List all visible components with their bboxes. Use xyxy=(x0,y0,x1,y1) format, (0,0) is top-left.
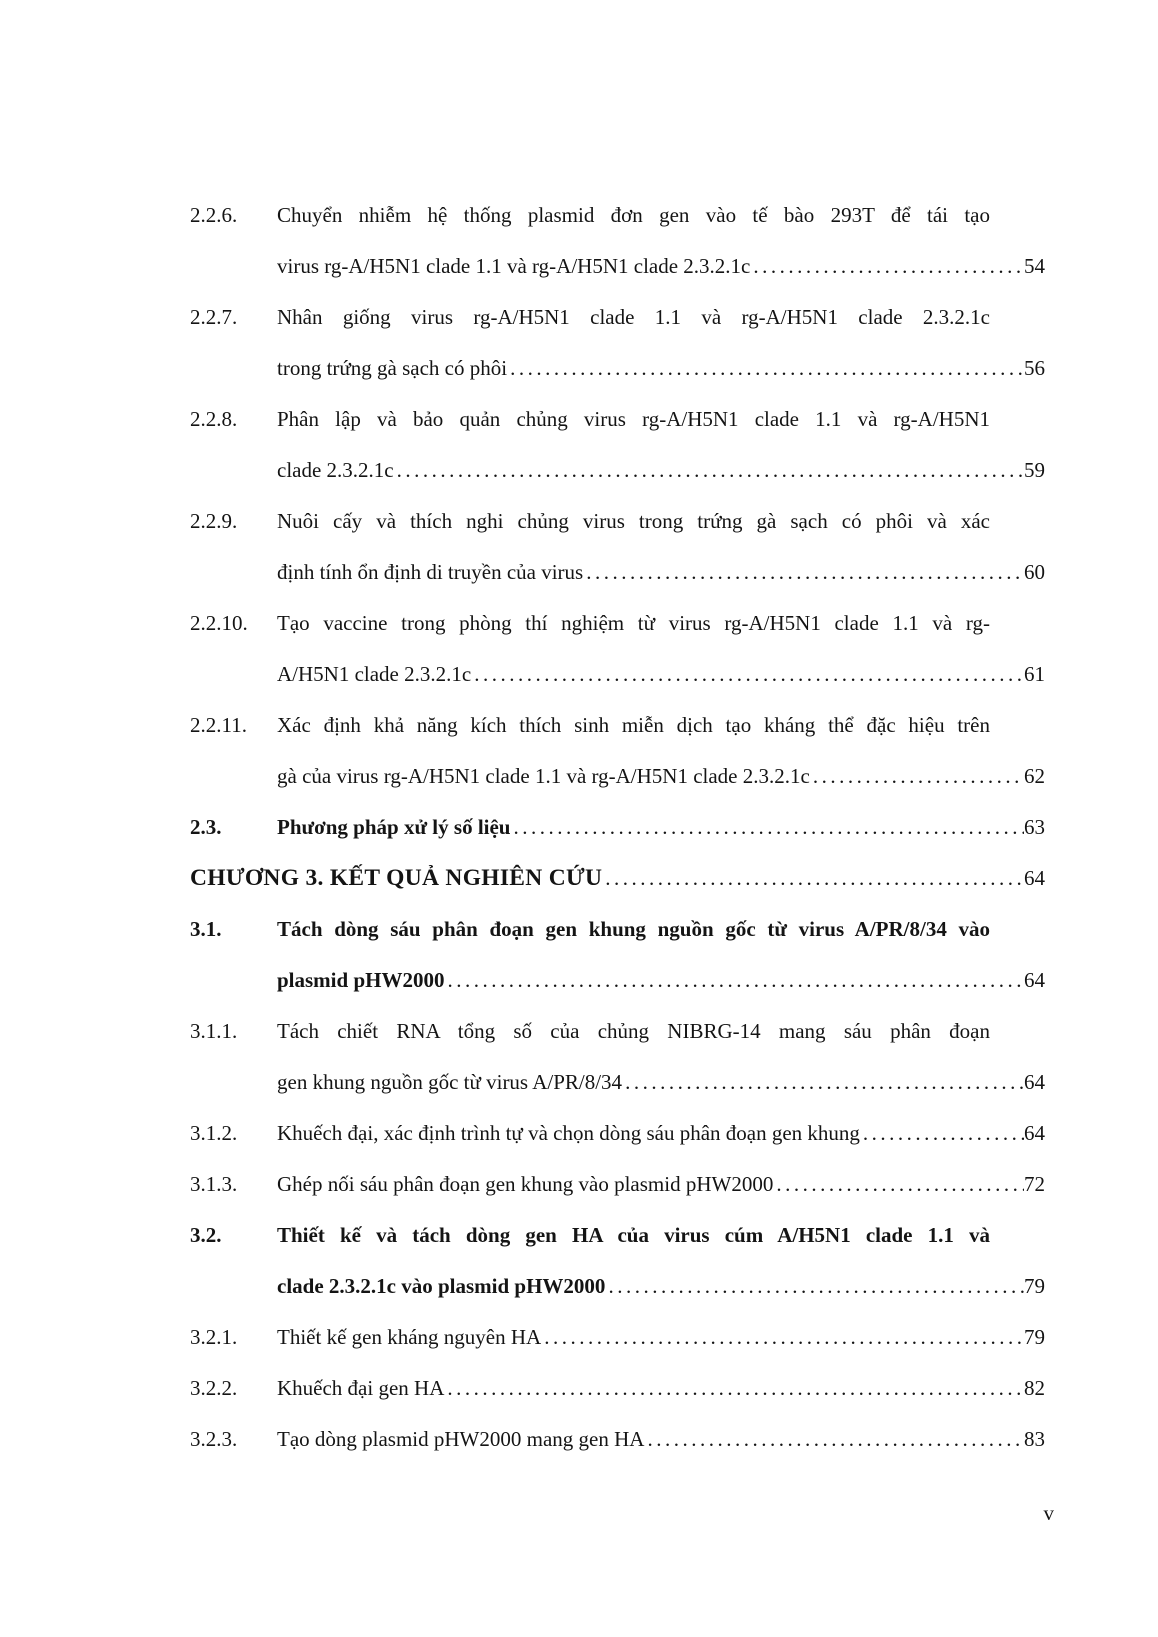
toc-entry-title: gà của virus rg-A/H5N1 clade 1.1 và rg-A/H5N1 clade 2.3.2.1c xyxy=(277,764,810,788)
dot-leader xyxy=(513,802,1024,853)
dot-leader xyxy=(397,445,1024,496)
toc-entry-page-number: 60 xyxy=(1024,560,1045,584)
toc-entry-lastline xyxy=(277,1057,1045,1108)
toc-entry-lastline xyxy=(277,1414,1045,1465)
toc-entry-text xyxy=(277,190,1045,292)
toc-entry-line: Tách chiết RNA tổng số của chủng NIBRG-14 mang sáu phân đoạn xyxy=(277,1019,990,1043)
toc-entry xyxy=(190,598,1045,700)
toc-entry-page-number: 54 xyxy=(1024,254,1045,278)
dot-leader xyxy=(474,649,1024,700)
dot-leader xyxy=(608,1261,1024,1312)
toc-entry-page-number: 56 xyxy=(1024,356,1045,380)
toc-entry-lastline xyxy=(277,1363,1045,1414)
toc-entry xyxy=(190,1006,1045,1108)
toc-entry-number: 2.2.11. xyxy=(190,713,247,737)
toc-entry-title: định tính ổn định di truyền của virus xyxy=(277,560,584,584)
toc-entry-lastline xyxy=(277,445,1045,496)
toc-entry-number: 2.2.9. xyxy=(190,509,238,533)
toc-entry-text xyxy=(277,1006,1045,1108)
toc-entry-title: Khuếch đại, xác định trình tự và chọn dòng sáu phân đoạn gen khung xyxy=(277,1121,860,1145)
toc-entry-text xyxy=(277,904,1045,1006)
toc-entry-page-number: 83 xyxy=(1024,1427,1045,1451)
toc-entry xyxy=(190,1414,1045,1465)
toc-entry xyxy=(190,700,1045,802)
toc-entry-number: 2.2.10. xyxy=(190,611,248,635)
toc-entry-page-number: 82 xyxy=(1024,1376,1045,1400)
toc-entry-lastline xyxy=(277,751,1045,802)
toc-entry-page-number: 64 xyxy=(1024,1070,1045,1094)
toc-entry-line: Chuyển nhiễm hệ thống plasmid đơn gen vào tế bào 293T để tái tạo xyxy=(277,203,990,227)
toc-entry-text xyxy=(277,496,1045,598)
dot-leader xyxy=(510,343,1024,394)
toc-entry-title: virus rg-A/H5N1 clade 1.1 và rg-A/H5N1 clade 2.3.2.1c xyxy=(277,254,751,278)
toc-entry-number: 2.2.8. xyxy=(190,407,238,431)
toc-entry-text xyxy=(277,394,1045,496)
toc-entry-title: clade 2.3.2.1c xyxy=(277,458,394,482)
toc-entry-text xyxy=(277,802,1045,853)
toc-entry-page-number: 79 xyxy=(1024,1325,1045,1349)
toc-entry xyxy=(190,496,1045,598)
toc-entry-text xyxy=(277,1108,1045,1159)
toc-entry-page-number: 63 xyxy=(1024,815,1045,839)
toc-entry-number: 3.1.3. xyxy=(190,1172,238,1196)
toc-entry xyxy=(190,190,1045,292)
dot-leader xyxy=(447,1363,1024,1414)
toc-entry-text xyxy=(277,1159,1045,1210)
toc-chapter-heading xyxy=(190,853,1045,904)
toc-entry-lastline xyxy=(277,802,1045,853)
toc-entry-lastline xyxy=(277,343,1045,394)
toc-entry-title: CHƯƠNG 3. KẾT QUẢ NGHIÊN CỨU xyxy=(190,865,603,891)
toc-entry xyxy=(190,292,1045,394)
toc-entry-lastline xyxy=(190,853,1045,904)
toc-entry-line: Nuôi cấy và thích nghi chủng virus trong trứng gà sạch có phôi và xác xyxy=(277,509,990,533)
toc-entry-lastline xyxy=(277,1261,1045,1312)
toc-entry-line: Nhân giống virus rg-A/H5N1 clade 1.1 và rg-A/H5N1 clade 2.3.2.1c xyxy=(277,305,990,329)
toc-entry-number: 3.2.2. xyxy=(190,1376,238,1400)
dot-leader xyxy=(813,751,1024,802)
toc-entry-lastline xyxy=(277,955,1045,1006)
dot-leader xyxy=(753,241,1024,292)
toc-entry-page-number: 59 xyxy=(1024,458,1045,482)
toc-entry-line: Tách dòng sáu phân đoạn gen khung nguồn gốc từ virus A/PR/8/34 vào xyxy=(277,917,990,941)
toc-entry-number: 2.2.6. xyxy=(190,203,238,227)
toc-entry-page-number: 64 xyxy=(1024,1121,1045,1145)
toc-entry xyxy=(190,394,1045,496)
toc-entry-number: 2.3. xyxy=(190,815,222,839)
toc-entry-text xyxy=(277,700,1045,802)
page-number-footer: v xyxy=(1043,1501,1054,1525)
toc-entry-lastline xyxy=(277,547,1045,598)
toc-entry-lastline xyxy=(277,649,1045,700)
toc-entry-title: plasmid pHW2000 xyxy=(277,968,445,992)
toc-entry-page-number: 72 xyxy=(1024,1172,1045,1196)
dot-leader xyxy=(625,1057,1024,1108)
toc-entry-number: 3.2. xyxy=(190,1223,222,1247)
toc-entry-line: Tạo vaccine trong phòng thí nghiệm từ virus rg-A/H5N1 clade 1.1 và rg- xyxy=(277,611,990,635)
toc-entry xyxy=(190,1312,1045,1363)
toc-entry-number: 3.2.3. xyxy=(190,1427,238,1451)
toc-entry xyxy=(190,1159,1045,1210)
dot-leader xyxy=(863,1108,1024,1159)
toc-entry xyxy=(190,1363,1045,1414)
toc-entry-lastline xyxy=(277,1108,1045,1159)
toc-entry-text xyxy=(277,598,1045,700)
toc-entry-title: Ghép nối sáu phân đoạn gen khung vào plasmid pHW2000 xyxy=(277,1172,774,1196)
dot-leader xyxy=(647,1414,1024,1465)
toc-entry xyxy=(190,904,1045,1006)
toc-entry-number: 3.1.1. xyxy=(190,1019,238,1043)
toc-entry-text xyxy=(277,1210,1045,1312)
toc-entry-text xyxy=(277,1363,1045,1414)
toc-entry-text xyxy=(277,1312,1045,1363)
toc-entry-number: 3.1. xyxy=(190,917,222,941)
toc-entry-title: clade 2.3.2.1c vào plasmid pHW2000 xyxy=(277,1274,606,1298)
toc-entry-title: Thiết kế gen kháng nguyên HA xyxy=(277,1325,542,1349)
toc-entry-page-number: 79 xyxy=(1024,1274,1045,1298)
toc-entry-page-number: 62 xyxy=(1024,764,1045,788)
toc-entry-line: Xác định khả năng kích thích sinh miễn dịch tạo kháng thể đặc hiệu trên xyxy=(277,713,990,737)
toc-entry xyxy=(190,1210,1045,1312)
toc-entry-title: gen khung nguồn gốc từ virus A/PR/8/34 xyxy=(277,1070,623,1094)
toc-entry-text xyxy=(277,1414,1045,1465)
toc-entry-title: Tạo dòng plasmid pHW2000 mang gen HA xyxy=(277,1427,645,1451)
toc-entry-page-number: 64 xyxy=(1024,968,1045,992)
toc-entry-title: Phương pháp xử lý số liệu xyxy=(277,815,511,839)
toc-entry-page-number: 61 xyxy=(1024,662,1045,686)
dot-leader xyxy=(605,853,1024,904)
dot-leader xyxy=(586,547,1024,598)
toc-entry-number: 2.2.7. xyxy=(190,305,238,329)
toc-entry-lastline xyxy=(277,1312,1045,1363)
toc-entry-line: Phân lập và bảo quản chủng virus rg-A/H5N1 clade 1.1 và rg-A/H5N1 xyxy=(277,407,990,431)
toc-entry-text xyxy=(277,292,1045,394)
toc-entry-title: A/H5N1 clade 2.3.2.1c xyxy=(277,662,472,686)
toc-entry-title: trong trứng gà sạch có phôi xyxy=(277,356,508,380)
table-of-contents xyxy=(190,190,1045,1465)
toc-entry-title: Khuếch đại gen HA xyxy=(277,1376,445,1400)
dot-leader xyxy=(776,1159,1024,1210)
toc-entry-lastline xyxy=(277,241,1045,292)
toc-entry xyxy=(190,1108,1045,1159)
toc-entry-text xyxy=(190,853,1045,904)
dot-leader xyxy=(544,1312,1024,1363)
toc-entry-page-number: 64 xyxy=(1024,866,1045,890)
dot-leader xyxy=(447,955,1024,1006)
toc-entry-line: Thiết kế và tách dòng gen HA của virus cúm A/H5N1 clade 1.1 và xyxy=(277,1223,990,1247)
toc-entry-number: 3.1.2. xyxy=(190,1121,238,1145)
toc-entry-lastline xyxy=(277,1159,1045,1210)
toc-entry xyxy=(190,802,1045,853)
toc-entry-number: 3.2.1. xyxy=(190,1325,238,1349)
